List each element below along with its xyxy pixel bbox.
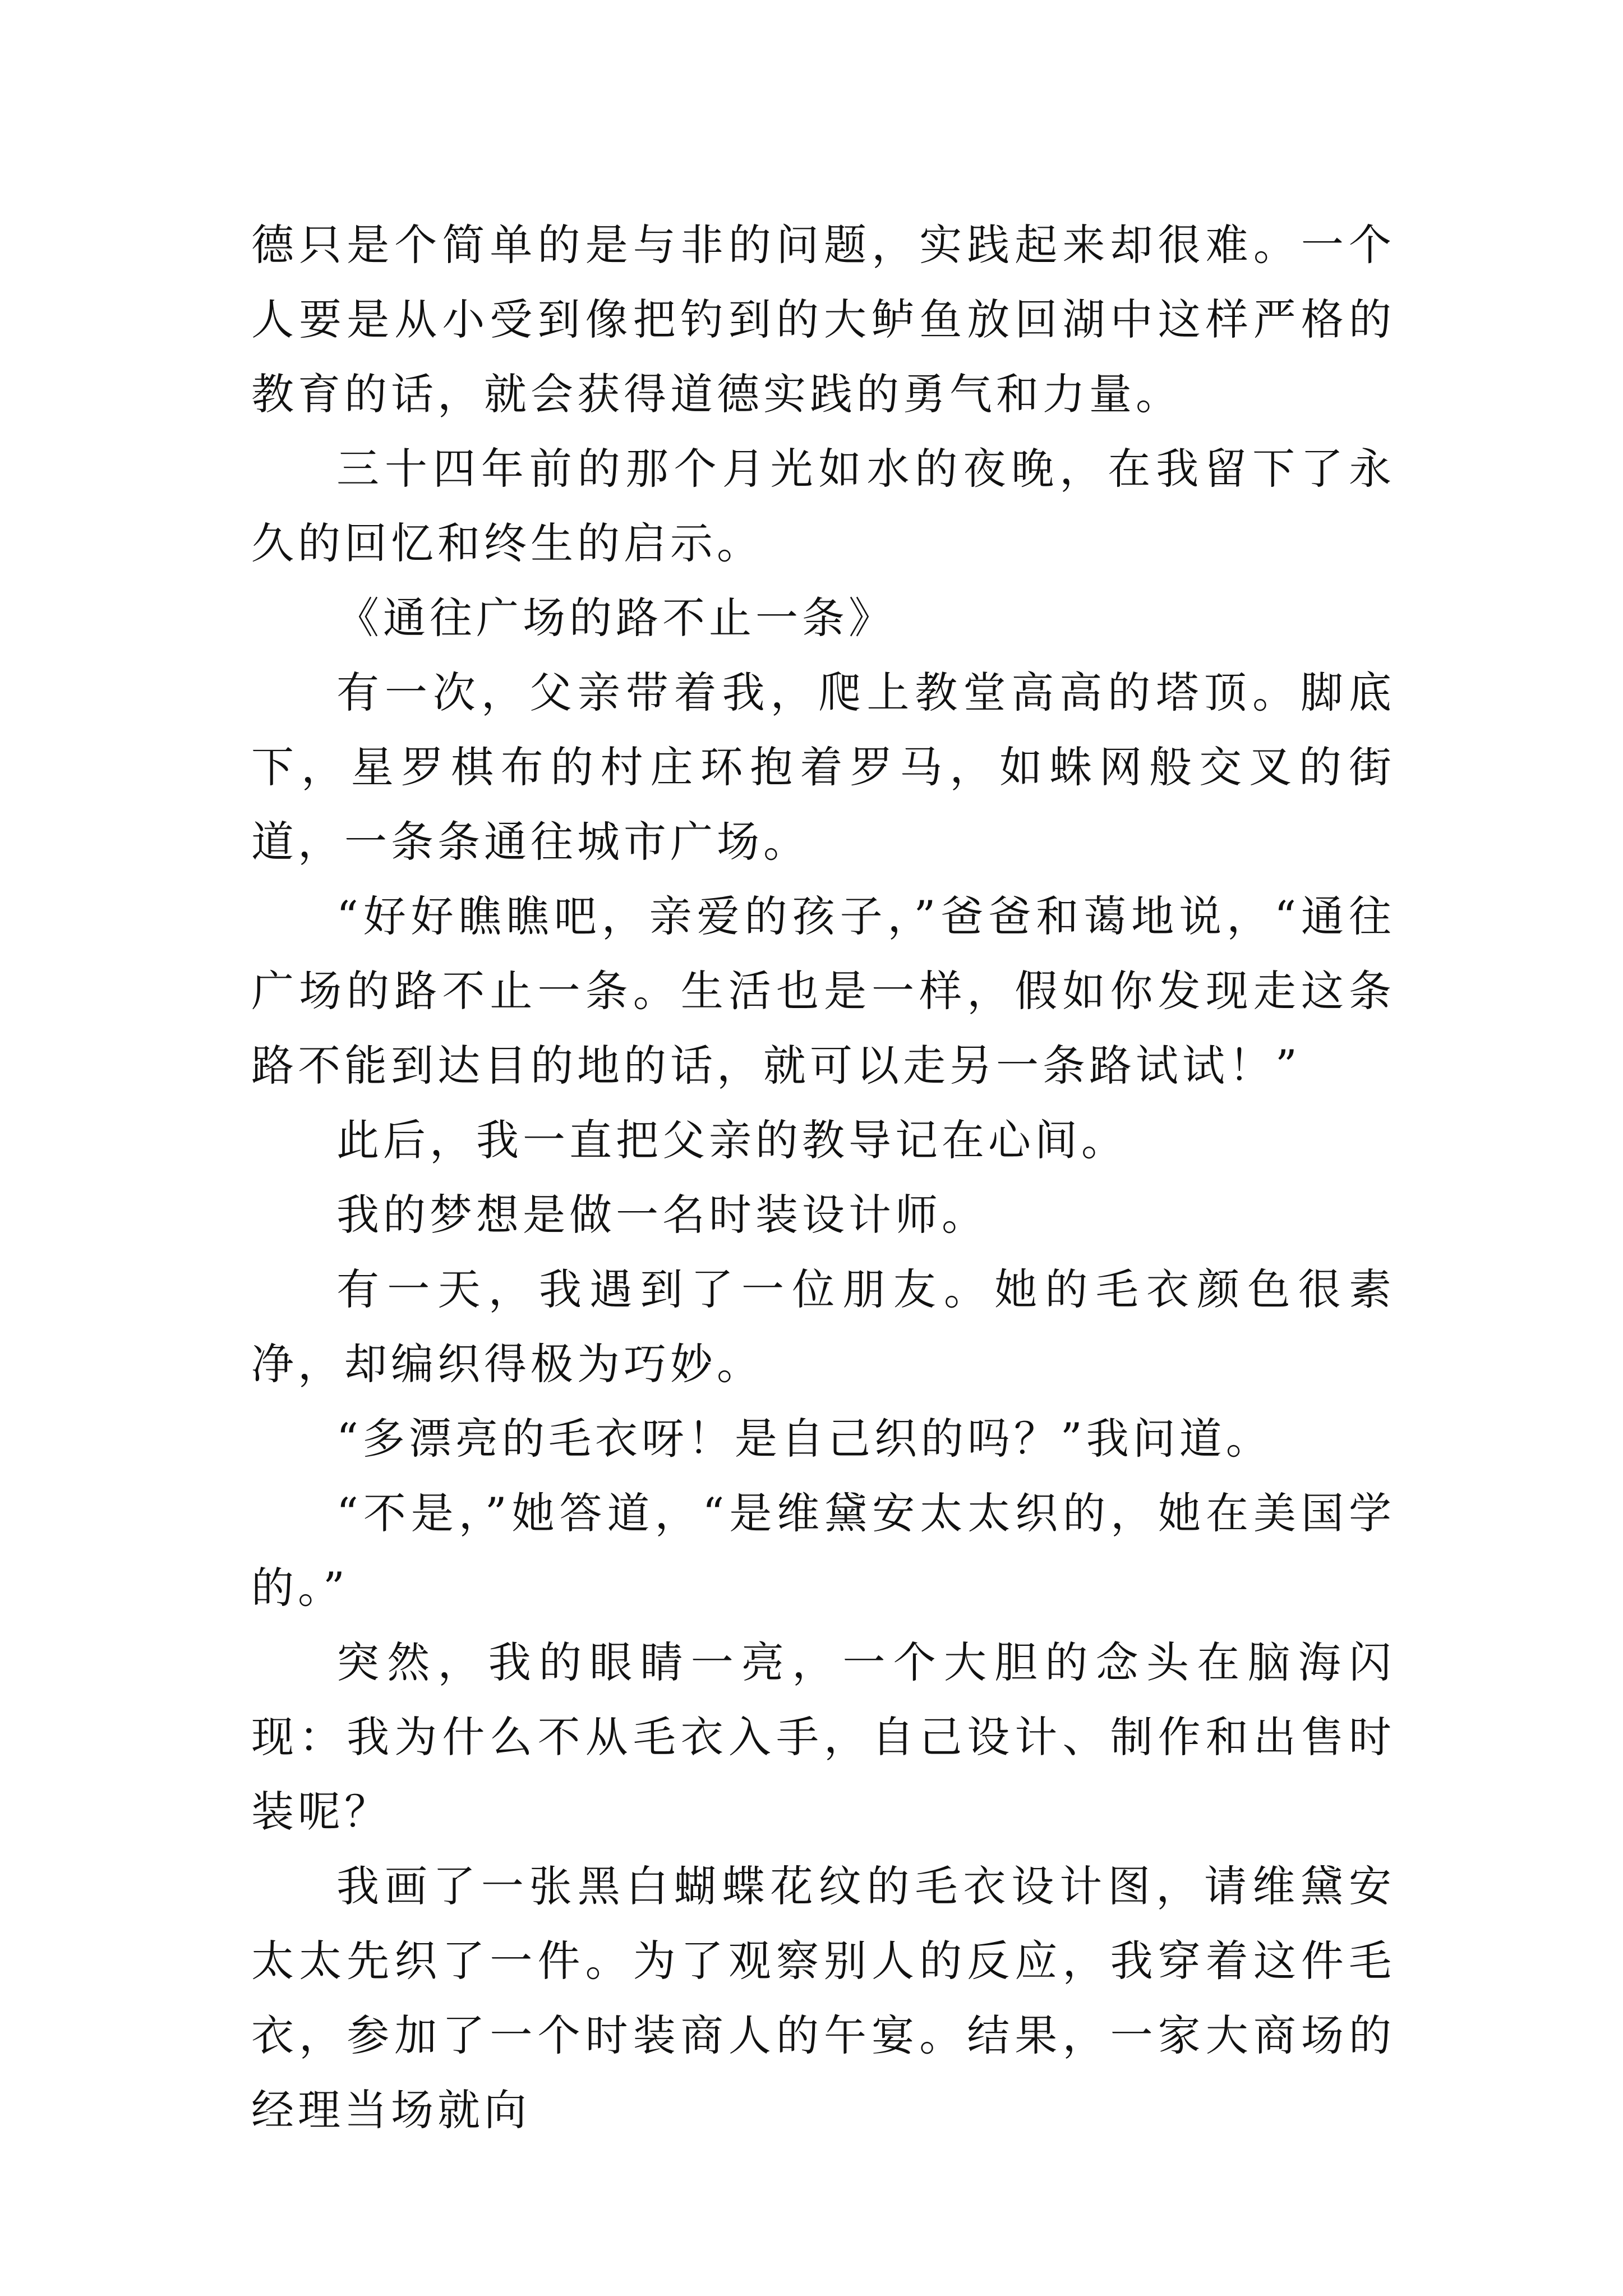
paragraph: 有一次，父亲带着我，爬上教堂高高的塔顶。脚底下，星罗棋布的村庄环抱着罗马，如蛛网般交叉的街道，一条条通往城市广场。 [251, 668, 1395, 867]
paragraph: 三十四年前的那个月光如水的夜晚，在我留下了永久的回忆和终生的启示。 [251, 444, 1395, 568]
paragraph: 此后，我一直把父亲的教导记在心间。 [336, 1115, 1128, 1165]
paragraph: 我画了一张黑白蝴蝶花纹的毛衣设计图，请维黛安太太先织了一件。为了观察别人的反应，我穿着这件毛衣，参加了一个时装商人的午宴。结果，一家大商场的经理当场就向 [251, 1861, 1395, 2135]
paragraph: 德只是个简单的是与非的问题，实践起来却很难。一个人要是从小受到像把钓到的大鲈鱼放回湖中这样严格的教育的话，就会获得道德实践的勇气和力量。 [251, 220, 1395, 419]
body-text [251, 208, 1395, 2147]
section-title: 《通往广场的路不止一条》 [336, 593, 895, 643]
paragraph: 突然，我的眼睛一亮，一个大胆的念头在脑海闪现：我为什么不从毛衣入手，自己设计、制作和出售时装呢？ [251, 1637, 1395, 1837]
paragraph: “好好瞧瞧吧，亲爱的孩子，”爸爸和蔼地说，“通往广场的路不止一条。生活也是一样，假如你发现走这条路不能到达目的地的话，就可以走另一条路试试！” [251, 891, 1395, 1091]
paragraph: “多漂亮的毛衣呀！是自己织的吗？”我问道。 [336, 1414, 1272, 1464]
paragraph: 有一天，我遇到了一位朋友。她的毛衣颜色很素净，却编织得极为巧妙。 [251, 1264, 1395, 1389]
paragraph: 我的梦想是做一名时装设计师。 [336, 1190, 988, 1240]
paragraph: “不是，”她答道，“是维黛安太太织的，她在美国学的。” [251, 1488, 1395, 1613]
